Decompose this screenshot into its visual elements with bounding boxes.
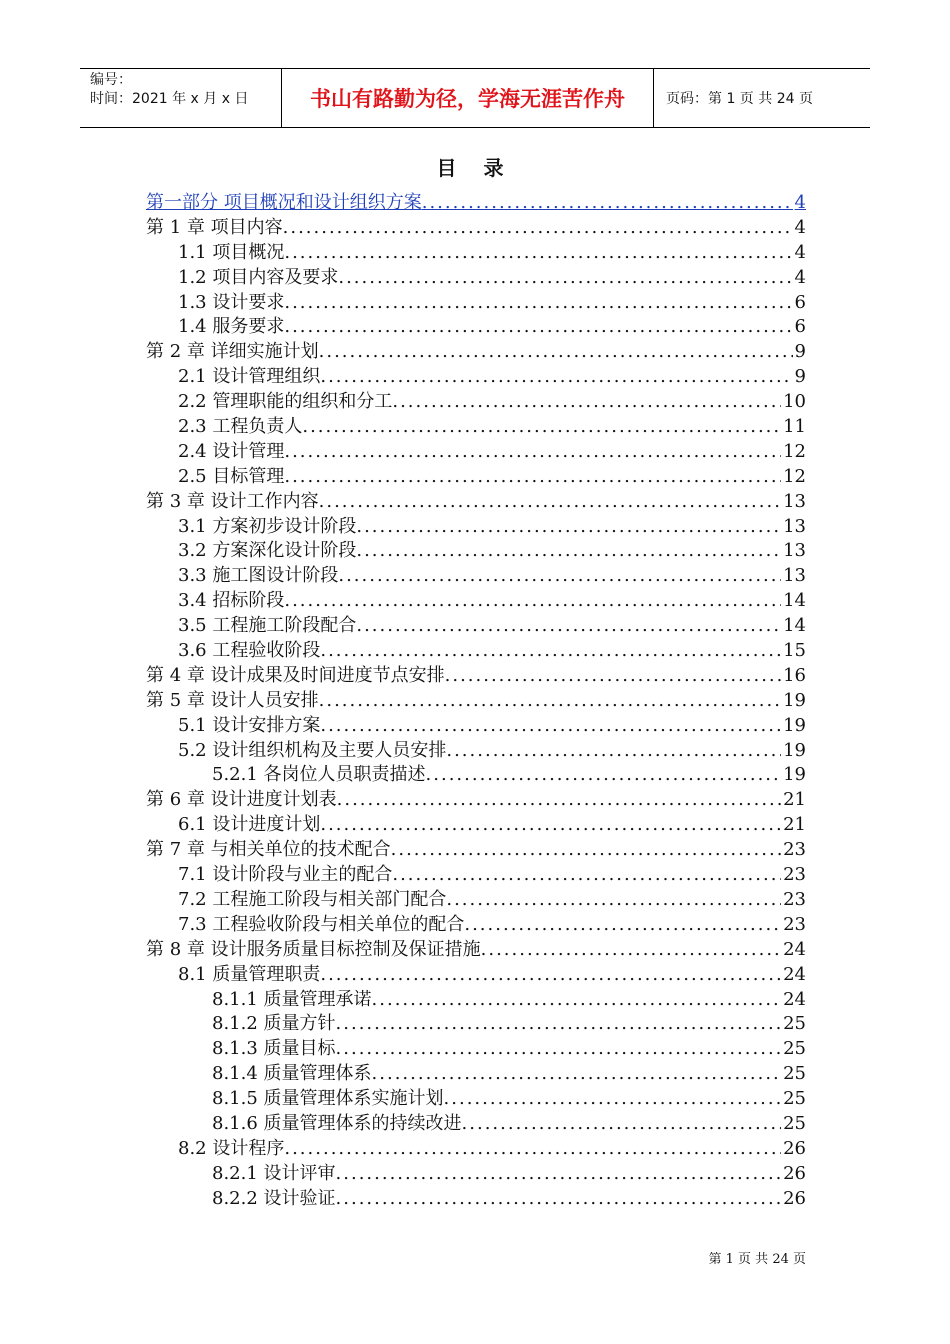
toc-entry[interactable]: [146, 415, 806, 440]
toc-dot-leader: [284, 291, 792, 316]
toc-entry[interactable]: [146, 365, 806, 390]
toc-entry-title: 5.1 设计安排方案: [178, 714, 321, 736]
toc-dot-leader: [392, 863, 781, 888]
toc-entry-page: 4: [794, 216, 806, 238]
toc-entry-title: 第 6 章 设计进度计划表: [146, 789, 337, 811]
toc-entry-page: 11: [783, 416, 806, 438]
toc-entry[interactable]: [146, 813, 806, 838]
toc-entry-page: 23: [783, 888, 806, 910]
toc-entry[interactable]: [146, 938, 806, 963]
toc-dot-leader: [338, 266, 792, 291]
toc-dot-leader: [320, 813, 781, 838]
toc-dot-leader: [446, 888, 781, 913]
toc-entry[interactable]: [146, 614, 806, 639]
toc-entry-page: 25: [783, 1038, 806, 1060]
toc-entry-title: 2.1 设计管理组织: [178, 366, 321, 388]
toc-dot-leader: [464, 913, 781, 938]
toc-entry-title: 2.2 管理职能的组织和分工: [178, 391, 393, 413]
toc-entry[interactable]: [146, 1112, 806, 1137]
toc-entry-title: 7.3 工程验收阶段与相关单位的配合: [178, 913, 465, 935]
toc-entry-title: 第 4 章 设计成果及时间进度节点安排: [146, 664, 445, 686]
toc-dot-leader: [284, 315, 792, 340]
header-page-info: 页码：第 1 页 共 24 页: [666, 91, 813, 107]
toc-dot-leader: [283, 216, 793, 241]
toc-entry[interactable]: [146, 838, 806, 863]
toc-dot-leader: [319, 340, 793, 365]
toc-entry-page: 15: [783, 640, 806, 662]
toc-entry-title: 第一部分 项目概况和设计组织方案: [146, 192, 422, 213]
toc-dot-leader: [336, 1012, 782, 1037]
toc-entry[interactable]: [146, 963, 806, 988]
toc-entry-title: 3.2 方案深化设计阶段: [178, 540, 357, 562]
toc-entry[interactable]: [146, 315, 806, 340]
toc-dot-leader: [446, 739, 781, 764]
toc-entry-page: 12: [783, 440, 806, 462]
toc-entry-title: 2.5 目标管理: [178, 465, 285, 487]
toc-dot-leader: [319, 689, 781, 714]
toc-entry[interactable]: [146, 291, 806, 316]
toc-dot-leader: [426, 763, 782, 788]
toc-dot-leader: [391, 838, 781, 863]
header-meta: [80, 69, 282, 127]
toc-entry-title: 6.1 设计进度计划: [178, 814, 321, 836]
toc-entry-page: 14: [783, 615, 806, 637]
toc-entry-title: 7.1 设计阶段与业主的配合: [178, 864, 393, 886]
toc-entry-title: 8.1.6 质量管理体系的持续改进: [212, 1112, 462, 1134]
toc-entry-title: 2.4 设计管理: [178, 440, 285, 462]
toc-entry[interactable]: [146, 1012, 806, 1037]
toc-entry-page: 12: [783, 465, 806, 487]
toc-entry-title: 5.2.1 各岗位人员职责描述: [212, 764, 426, 786]
toc-entry-page: 6: [794, 291, 806, 313]
toc-entry-title: 8.2 设计程序: [178, 1137, 285, 1159]
toc-entry-page: 19: [783, 714, 806, 736]
toc-dot-leader: [462, 1112, 782, 1137]
toc-dot-leader: [356, 515, 781, 540]
toc-entry[interactable]: [146, 1162, 806, 1187]
toc-entry-page: 13: [783, 490, 806, 512]
toc-entry-page: 23: [783, 913, 806, 935]
toc-entry-page: 13: [783, 565, 806, 587]
toc-entry-title: 第 1 章 项目内容: [146, 216, 283, 238]
toc-dot-leader: [320, 714, 781, 739]
toc-entry-page: 4: [794, 192, 806, 213]
toc-dot-leader: [372, 1062, 782, 1087]
toc-entry-page: 9: [794, 366, 806, 388]
header-motto: 书山有路勤为径，学海无涯苦作舟: [282, 69, 654, 127]
toc-entry-page: 21: [783, 814, 806, 836]
table-of-contents: [146, 191, 806, 1212]
toc-entry-page: 24: [783, 963, 806, 985]
toc-entry-page: 19: [783, 739, 806, 761]
toc-dot-leader: [336, 1162, 782, 1187]
toc-entry[interactable]: [146, 714, 806, 739]
header-serial: 编号：: [90, 72, 132, 88]
toc-entry-title: 第 5 章 设计人员安排: [146, 689, 319, 711]
toc-entry[interactable]: [146, 465, 806, 490]
toc-entry-page: 9: [794, 341, 806, 363]
toc-entry[interactable]: [146, 515, 806, 540]
toc-entry-title: 1.4 服务要求: [178, 316, 285, 338]
toc-entry[interactable]: [146, 664, 806, 689]
toc-entry-title: 8.1.2 质量方针: [212, 1013, 336, 1035]
toc-entry-page: 13: [783, 540, 806, 562]
toc-dot-leader: [422, 191, 793, 216]
toc-entry[interactable]: [146, 440, 806, 465]
toc-entry[interactable]: [146, 763, 806, 788]
toc-title: 目 录: [436, 156, 514, 180]
toc-dot-leader: [337, 788, 781, 813]
toc-entry-page: 25: [783, 1112, 806, 1134]
toc-entry-page: 23: [783, 864, 806, 886]
toc-entry-title: 1.1 项目概况: [178, 241, 285, 263]
toc-entry[interactable]: [146, 739, 806, 764]
toc-entry-title: 8.1.4 质量管理体系: [212, 1063, 372, 1085]
toc-entry-title: 8.1.1 质量管理承诺: [212, 988, 372, 1010]
toc-entry-page: 19: [783, 764, 806, 786]
toc-entry-title: 第 3 章 设计工作内容: [146, 490, 319, 512]
toc-entry[interactable]: [146, 266, 806, 291]
toc-entry-page: 6: [794, 316, 806, 338]
toc-dot-leader: [320, 365, 792, 390]
toc-entry-page: 21: [783, 789, 806, 811]
toc-entry[interactable]: [146, 589, 806, 614]
toc-entry-title: 7.2 工程施工阶段与相关部门配合: [178, 888, 447, 910]
toc-entry-title: 3.1 方案初步设计阶段: [178, 515, 357, 537]
toc-entry-page: 26: [783, 1137, 806, 1159]
toc-entry-title: 8.1.3 质量目标: [212, 1038, 336, 1060]
toc-entry[interactable]: [146, 216, 806, 241]
toc-entry-page: 24: [783, 938, 806, 960]
toc-entry-page: 10: [783, 391, 806, 413]
toc-entry-title: 8.1.5 质量管理体系实施计划: [212, 1088, 444, 1110]
toc-dot-leader: [284, 440, 781, 465]
toc-entry-page: 25: [783, 1088, 806, 1110]
toc-entry[interactable]: [146, 1087, 806, 1112]
toc-dot-leader: [338, 564, 781, 589]
toc-entry-page: 23: [783, 839, 806, 861]
toc-entry[interactable]: [146, 1187, 806, 1212]
toc-entry-page: 4: [794, 241, 806, 263]
toc-entry[interactable]: [146, 241, 806, 266]
header-date: 时间：2021 年 x 月 x 日: [90, 91, 249, 107]
toc-dot-leader: [319, 490, 781, 515]
toc-entry[interactable]: [146, 788, 806, 813]
toc-entry[interactable]: [146, 1062, 806, 1087]
page-header: [80, 68, 870, 128]
toc-entry-page: 19: [783, 689, 806, 711]
toc-entry-title: 8.2.2 设计验证: [212, 1187, 336, 1209]
toc-dot-leader: [284, 1137, 781, 1162]
toc-entry-page: 13: [783, 515, 806, 537]
toc-dot-leader: [356, 539, 781, 564]
toc-dot-leader: [284, 589, 781, 614]
toc-entry[interactable]: [146, 191, 806, 216]
toc-entry-title: 3.6 工程验收阶段: [178, 640, 321, 662]
toc-dot-leader: [302, 415, 781, 440]
toc-entry[interactable]: [146, 1037, 806, 1062]
toc-entry[interactable]: [146, 564, 806, 589]
toc-dot-leader: [284, 241, 792, 266]
toc-entry-title: 1.3 设计要求: [178, 291, 285, 313]
toc-dot-leader: [445, 664, 781, 689]
toc-entry[interactable]: [146, 863, 806, 888]
toc-entry-title: 第 2 章 详细实施计划: [146, 341, 319, 363]
toc-entry-title: 5.2 设计组织机构及主要人员安排: [178, 739, 447, 761]
toc-entry-page: 14: [783, 590, 806, 612]
toc-entry[interactable]: [146, 639, 806, 664]
toc-entry[interactable]: [146, 1137, 806, 1162]
toc-entry[interactable]: [146, 490, 806, 515]
toc-entry[interactable]: [146, 539, 806, 564]
toc-entry[interactable]: [146, 340, 806, 365]
toc-dot-leader: [444, 1087, 782, 1112]
toc-dot-leader: [356, 614, 781, 639]
toc-entry-page: 4: [794, 266, 806, 288]
toc-entry[interactable]: [146, 988, 806, 1013]
toc-dot-leader: [336, 1037, 782, 1062]
toc-entry-title: 3.4 招标阶段: [178, 590, 285, 612]
toc-entry-page: 26: [783, 1162, 806, 1184]
toc-entry-title: 3.5 工程施工阶段配合: [178, 615, 357, 637]
toc-dot-leader: [481, 938, 781, 963]
toc-entry-page: 26: [783, 1187, 806, 1209]
toc-entry[interactable]: [146, 689, 806, 714]
toc-dot-leader: [372, 988, 782, 1013]
toc-entry-title: 第 7 章 与相关单位的技术配合: [146, 839, 391, 861]
toc-entry-title: 8.2.1 设计评审: [212, 1162, 336, 1184]
toc-dot-leader: [392, 390, 781, 415]
toc-entry-page: 25: [783, 1063, 806, 1085]
toc-entry[interactable]: [146, 913, 806, 938]
toc-entry-page: 16: [783, 664, 806, 686]
toc-entry-title: 第 8 章 设计服务质量目标控制及保证措施: [146, 938, 481, 960]
toc-entry[interactable]: [146, 888, 806, 913]
toc-entry-page: 24: [783, 988, 806, 1010]
toc-entry-title: 2.3 工程负责人: [178, 416, 303, 438]
toc-dot-leader: [320, 963, 781, 988]
toc-dot-leader: [284, 465, 781, 490]
toc-entry[interactable]: [146, 390, 806, 415]
toc-dot-leader: [336, 1187, 782, 1212]
toc-entry-page: 25: [783, 1013, 806, 1035]
toc-entry-title: 1.2 项目内容及要求: [178, 266, 339, 288]
toc-entry-title: 3.3 施工图设计阶段: [178, 565, 339, 587]
page-footer: 第 1 页 共 24 页: [708, 1252, 806, 1267]
toc-entry-title: 8.1 质量管理职责: [178, 963, 321, 985]
toc-dot-leader: [320, 639, 781, 664]
